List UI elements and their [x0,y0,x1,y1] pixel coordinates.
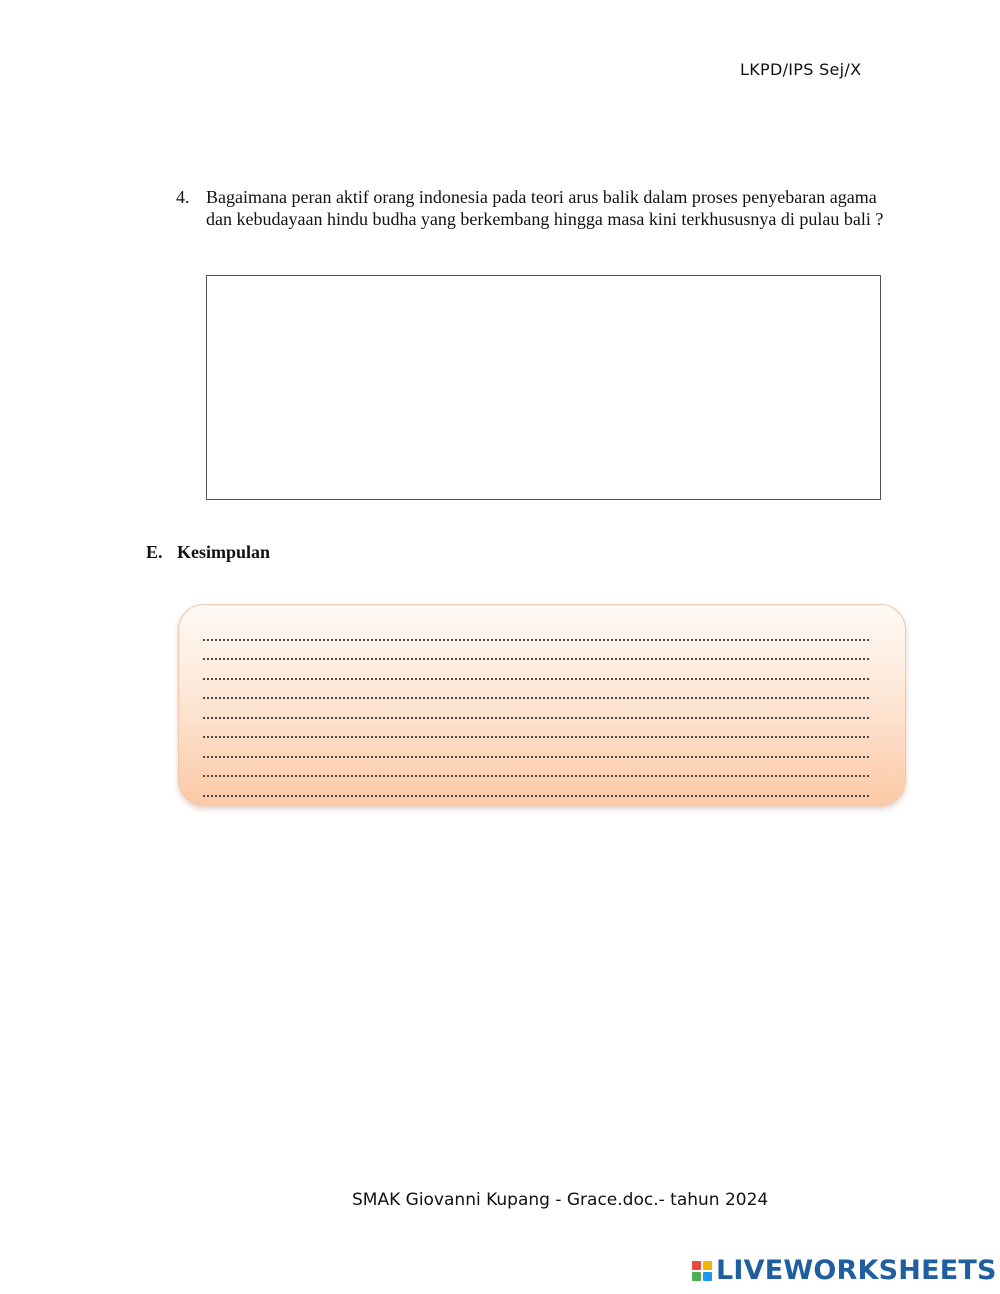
dotted-line [203,621,869,641]
question-number: 4. [176,187,190,207]
dotted-line [203,777,869,797]
question-text: Bagaimana peran aktif orang indonesia pada teori arus balik dalam proses penyebaran agama dan kebudayaan hindu budha yang berkembang hingga masa kini terkhususnya di pulau bali ? [206,187,884,229]
logo-square-l [692,1261,701,1270]
dotted-line [203,758,869,778]
section-letter: E. [146,542,163,562]
logo-square-v [692,1272,701,1281]
dotted-line [203,660,869,680]
dotted-lines [203,621,869,797]
section-heading [146,542,270,563]
dotted-line [203,719,869,739]
liveworksheets-logo-icon [692,1261,712,1281]
section-title: Kesimpulan [177,542,271,562]
question-4 [176,186,896,230]
logo-square-i [703,1261,712,1270]
dotted-line [203,641,869,661]
dotted-line [203,680,869,700]
liveworksheets-brand [692,1255,997,1286]
answer-box[interactable] [206,275,881,500]
footer-text: SMAK Giovanni Kupang - Grace.doc.- tahun 2024 [352,1190,769,1210]
dotted-line [203,738,869,758]
brand-name: LIVEWORKSHEETS [716,1255,997,1286]
conclusion-answer-box[interactable] [178,604,906,806]
logo-square-e [703,1272,712,1281]
document-header-code: LKPD/IPS Sej/X [740,60,862,79]
dotted-line [203,699,869,719]
